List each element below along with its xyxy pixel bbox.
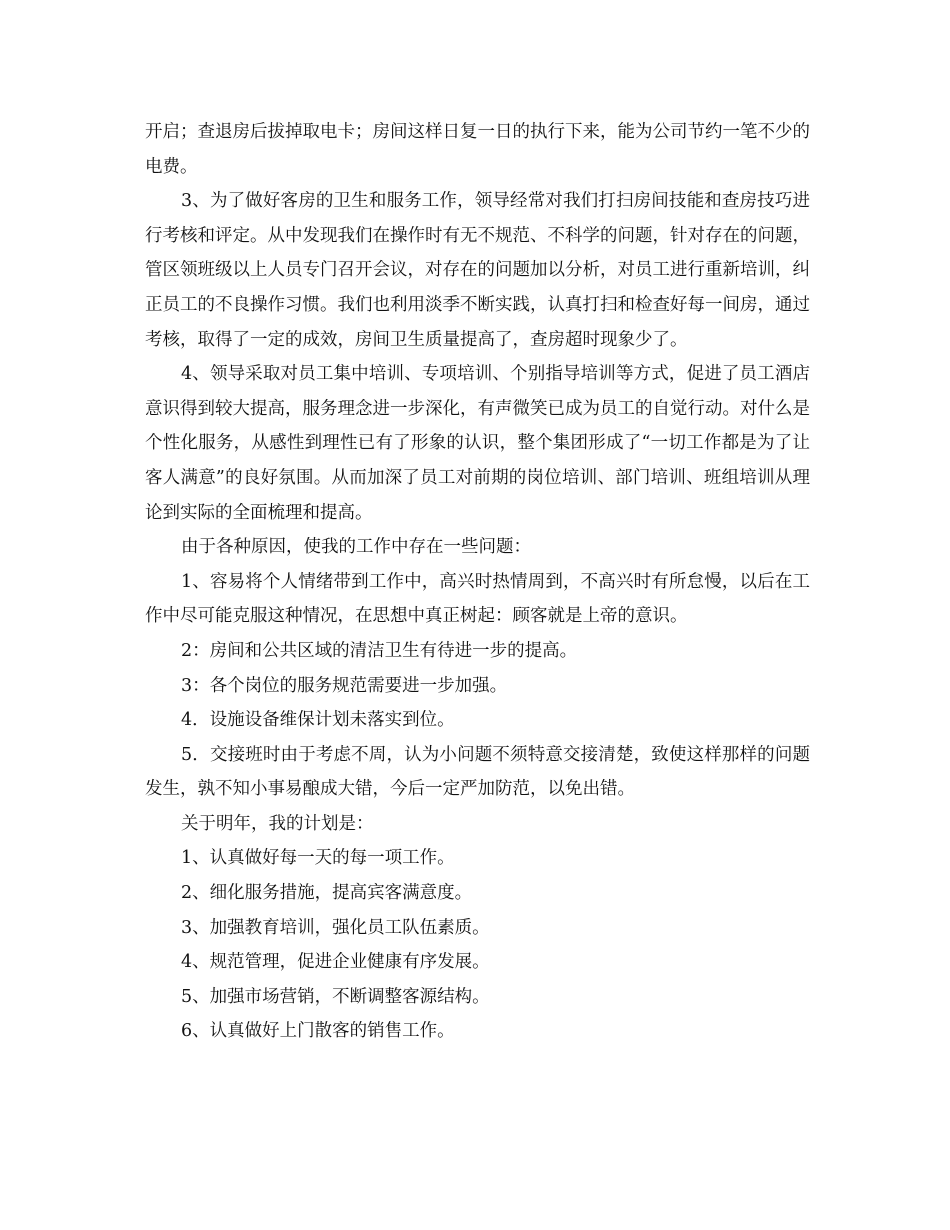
paragraph-problems-intro: 由于各种原因，使我的工作中存在一些问题： (181, 537, 531, 558)
paragraph-plan-intro: 关于明年，我的计划是： (181, 813, 374, 834)
paragraph-plan-3: 3、加强教育培训，强化员工队伍素质。 (181, 917, 490, 938)
paragraph-continued: 开启；查退房后拔掉取电卡；房间这样日复一日的执行下来，能为公司节约一笔不少的电费。 (145, 122, 810, 177)
paragraph-problem-5: 5．交接班时由于考虑不周，认为小问题不须特意交接清楚，致使这样那样的问题发生，孰不知小事易酿成大错，今后一定严加防范，以免出错。 (145, 744, 810, 800)
paragraph-problem-3: 3：各个岗位的服务规范需要进一步加强。 (181, 675, 508, 696)
paragraph-plan-1: 1、认真做好每一天的每一项工作。 (181, 848, 455, 869)
paragraph-plan-5: 5、加强市场营销，不断调整客源结构。 (181, 986, 490, 1007)
paragraph-plan-2: 2、细化服务措施，提高宾客满意度。 (181, 883, 473, 904)
paragraph-item-3-inspection: 3、为了做好客房的卫生和服务工作，领导经常对我们打扫房间技能和查房技巧进行考核和评定。从中发现我们在操作时有无不规范、不科学的问题，针对存在的问题，管区领班级以上人员专门召开会议，对存在的问题加以分析，对员工进行重新培训，纠正员工的不良操作习惯。我们也利用淡季不断实践，认真打扫和检查好每一间房，通过考核，取得了一定的成效，房间卫生质量提高了，查房超时现象少了。 (145, 191, 810, 350)
paragraph-plan-6: 6、认真做好上门散客的销售工作。 (181, 1021, 455, 1042)
document-page (145, 115, 810, 1049)
paragraph-problem-1: 1、容易将个人情绪带到工作中，高兴时热情周到，不高兴时有所怠慢，以后在工作中尽可能克服这种情况，在思想中真正树起：顾客就是上帝的意识。 (145, 571, 810, 627)
paragraph-problem-2: 2：房间和公共区域的清洁卫生有待进一步的提高。 (181, 640, 578, 661)
paragraph-plan-4: 4、规范管理，促进企业健康有序发展。 (181, 952, 490, 973)
paragraph-item-4-training: 4、领导采取对员工集中培训、专项培训、个别指导培训等方式，促进了员工酒店意识得到较大提高，服务理念进一步深化，有声微笑已成为员工的自觉行动。对什么是个性化服务，从感性到理性已有了形象的认识，整个集团形成了“一切工作都是为了让客人满意”的良好氛围。从而加深了员工对前期的岗位培训、部门培训、班组培训从理论到实际的全面梳理和提高。 (145, 364, 810, 523)
paragraph-problem-4: 4．设施设备维保计划未落实到位。 (181, 710, 455, 731)
